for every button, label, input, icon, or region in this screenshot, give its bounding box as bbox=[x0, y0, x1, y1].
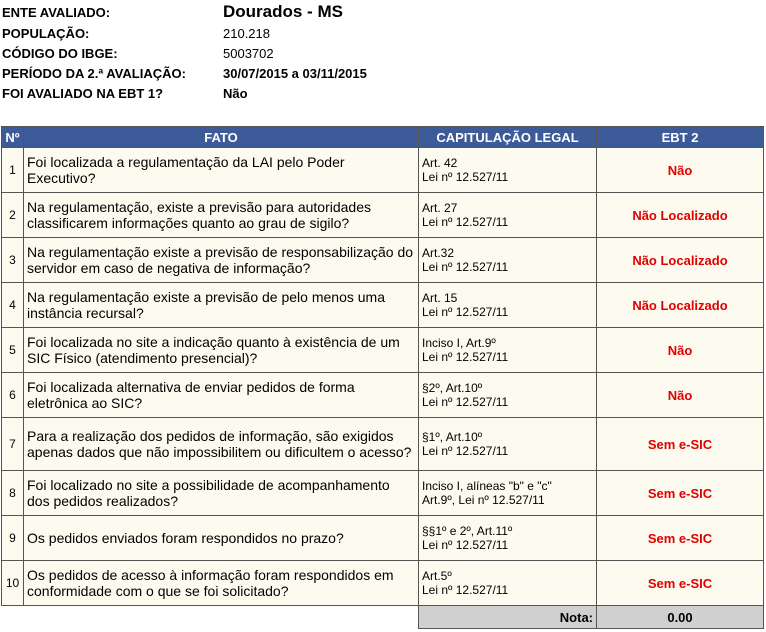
cap-law: Lei nº 12.527/11 bbox=[422, 350, 509, 364]
row-capitulacao bbox=[419, 471, 597, 516]
table-row bbox=[2, 283, 764, 328]
row-ebt2-result: Não Localizado bbox=[597, 238, 764, 283]
row-capitulacao bbox=[419, 561, 597, 606]
row-ebt2-result: Não bbox=[597, 148, 764, 193]
row-num: 3 bbox=[2, 238, 24, 283]
periodo-label: PERÍODO DA 2.ª AVALIAÇÃO: bbox=[2, 66, 186, 81]
cap-article: §2º, Art.10º bbox=[422, 381, 483, 395]
table-row bbox=[2, 148, 764, 193]
row-fato: Foi localizado no site a possibilidade de acompanhamento dos pedidos realizados? bbox=[24, 471, 419, 516]
row-fato: Foi localizada a regulamentação da LAI pelo Poder Executivo? bbox=[24, 148, 419, 193]
nota-row bbox=[2, 606, 764, 629]
ibge-value: 5003702 bbox=[223, 46, 274, 61]
col-header-ebt2: EBT 2 bbox=[597, 127, 764, 148]
nota-spacer bbox=[2, 606, 419, 629]
row-capitulacao bbox=[419, 418, 597, 471]
row-ebt2-result: Não Localizado bbox=[597, 193, 764, 238]
row-num: 1 bbox=[2, 148, 24, 193]
cap-law: Lei nº 12.527/11 bbox=[422, 305, 509, 319]
table-row bbox=[2, 471, 764, 516]
table-row bbox=[2, 238, 764, 283]
row-fato: Na regulamentação, existe a previsão para autoridades classificarem informações quanto ao grau de sigilo? bbox=[24, 193, 419, 238]
row-fato: Na regulamentação existe a previsão de pelo menos uma instância recursal? bbox=[24, 283, 419, 328]
row-fato: Foi localizada no site a indicação quanto à existência de um SIC Físico (atendimento presencial)? bbox=[24, 328, 419, 373]
cap-law: Lei nº 12.527/11 bbox=[422, 215, 509, 229]
row-ebt2-result: Sem e-SIC bbox=[597, 516, 764, 561]
ente-value: Dourados - MS bbox=[223, 2, 343, 21]
header-info bbox=[0, 0, 766, 127]
table-row bbox=[2, 516, 764, 561]
ibge-label: CÓDIGO DO IBGE: bbox=[2, 46, 118, 61]
row-ebt2-result: Sem e-SIC bbox=[597, 561, 764, 606]
cap-law: Lei nº 12.527/11 bbox=[422, 395, 509, 409]
col-header-fato: FATO bbox=[24, 127, 419, 148]
cap-article: Art.5º bbox=[422, 569, 452, 583]
row-capitulacao bbox=[419, 516, 597, 561]
row-capitulacao bbox=[419, 328, 597, 373]
cap-article: §§1º e 2º, Art.11º bbox=[422, 524, 513, 538]
row-fato: Para a realização dos pedidos de informação, são exigidos apenas dados que não impossibilitem ou dificultem o acesso? bbox=[24, 418, 419, 471]
cap-law: Lei nº 12.527/11 bbox=[422, 538, 509, 552]
col-header-num: Nº bbox=[2, 127, 24, 148]
row-capitulacao bbox=[419, 373, 597, 418]
cap-article: §1º, Art.10º bbox=[422, 430, 483, 444]
ebt1-value: Não bbox=[223, 86, 248, 101]
row-capitulacao bbox=[419, 193, 597, 238]
row-num: 5 bbox=[2, 328, 24, 373]
cap-law: Lei nº 12.527/11 bbox=[422, 444, 509, 458]
table-row bbox=[2, 561, 764, 606]
cap-article: Art. 42 bbox=[422, 156, 458, 170]
row-num: 9 bbox=[2, 516, 24, 561]
nota-value: 0.00 bbox=[597, 606, 764, 629]
table-row bbox=[2, 328, 764, 373]
cap-law: Lei nº 12.527/11 bbox=[422, 260, 509, 274]
row-fato: Foi localizada alternativa de enviar pedidos de forma eletrônica ao SIC? bbox=[24, 373, 419, 418]
row-num: 7 bbox=[2, 418, 24, 471]
row-fato: Os pedidos enviados foram respondidos no prazo? bbox=[24, 516, 419, 561]
row-fato: Os pedidos de acesso à informação foram respondidos em conformidade com o que se foi solicitado? bbox=[24, 561, 419, 606]
row-num: 2 bbox=[2, 193, 24, 238]
cap-article: Art. 15 bbox=[422, 291, 458, 305]
cap-law: Lei nº 12.527/11 bbox=[422, 583, 509, 597]
populacao-value: 210.218 bbox=[223, 26, 270, 41]
row-capitulacao bbox=[419, 283, 597, 328]
row-ebt2-result: Não bbox=[597, 328, 764, 373]
ente-label: ENTE AVALIADO: bbox=[2, 5, 111, 20]
evaluation-table bbox=[1, 126, 764, 629]
table-header-row bbox=[2, 127, 764, 148]
cap-law: Art.9º, Lei nº 12.527/11 bbox=[422, 493, 545, 507]
periodo-value: 30/07/2015 a 03/11/2015 bbox=[223, 66, 367, 81]
row-ebt2-result: Sem e-SIC bbox=[597, 418, 764, 471]
cap-article: Inciso I, Art.9º bbox=[422, 336, 496, 350]
cap-law: Lei nº 12.527/11 bbox=[422, 170, 509, 184]
table-row bbox=[2, 373, 764, 418]
populacao-label: POPULAÇÃO: bbox=[2, 26, 90, 41]
row-num: 10 bbox=[2, 561, 24, 606]
row-capitulacao bbox=[419, 238, 597, 283]
row-num: 4 bbox=[2, 283, 24, 328]
nota-label: Nota: bbox=[419, 606, 597, 629]
row-num: 6 bbox=[2, 373, 24, 418]
row-ebt2-result: Não bbox=[597, 373, 764, 418]
row-ebt2-result: Sem e-SIC bbox=[597, 471, 764, 516]
table-row bbox=[2, 418, 764, 471]
cap-article: Art. 27 bbox=[422, 201, 458, 215]
col-header-capitulacao: CAPITULAÇÃO LEGAL bbox=[419, 127, 597, 148]
cap-article: Art.32 bbox=[422, 246, 455, 260]
ebt1-label: FOI AVALIADO NA EBT 1? bbox=[2, 86, 164, 101]
cap-article: Inciso I, alíneas "b" e "c" bbox=[422, 479, 552, 493]
row-num: 8 bbox=[2, 471, 24, 516]
table-row bbox=[2, 193, 764, 238]
row-capitulacao bbox=[419, 148, 597, 193]
row-ebt2-result: Não Localizado bbox=[597, 283, 764, 328]
row-fato: Na regulamentação existe a previsão de responsabilização do servidor em caso de negativa de informação? bbox=[24, 238, 419, 283]
